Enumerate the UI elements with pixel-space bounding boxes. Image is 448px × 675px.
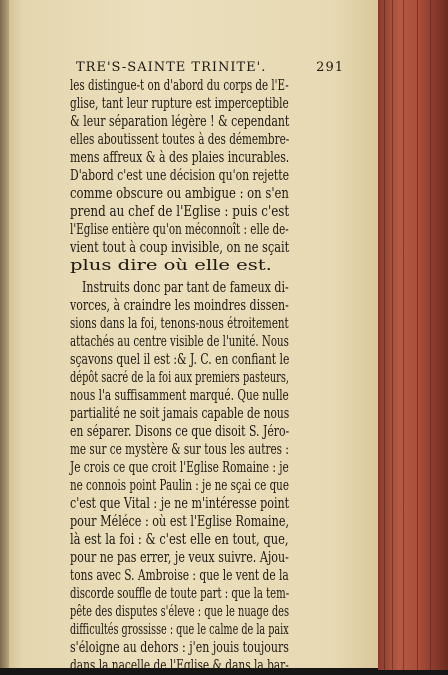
text-line: nous l'a suffisamment marqué. Que nulle bbox=[70, 388, 289, 404]
text-line: pour ne pas errer, je veux suivre. Ajou- bbox=[70, 550, 289, 566]
running-title: TRE'S-SAINTE TRINITE'. bbox=[76, 60, 267, 75]
text-line: D'abord c'est une décision qu'on rejette bbox=[70, 168, 290, 184]
page-number: 291 bbox=[316, 60, 344, 75]
text-line: en séparer. Disons ce que disoit S. Jéro- bbox=[70, 424, 290, 440]
text-line: me sur ce mystère & sur tous les autres : bbox=[70, 442, 289, 458]
text-line: c'est que Vital : je ne m'intéresse point bbox=[70, 496, 290, 512]
text-line: tons avec S. Ambroise : que le vent de la bbox=[70, 568, 289, 584]
text-line: ne connois point Paulin : je ne sçai ce que bbox=[70, 478, 289, 494]
text-line: discorde souffle de toute part : que la tem- bbox=[70, 586, 290, 602]
text-line: pête des disputes s'éleve : que le nuage des bbox=[70, 604, 290, 620]
text-line: dépôt sacré de la foi aux premiers pasteurs, bbox=[70, 370, 289, 386]
text-line: Je crois ce que croit l'Eglise Romaine : je bbox=[70, 460, 289, 476]
text-line: l'Eglise entière qu'on méconnoît : elle de- bbox=[70, 222, 289, 238]
text-line: difficultés grossisse : que le calme de la paix bbox=[70, 622, 289, 638]
book-fore-edge bbox=[378, 0, 448, 670]
text-line: attachés au centre visible de l'unité. Nous bbox=[70, 334, 289, 350]
text-line: sions dans la foi, tenons-nous étroitement bbox=[70, 316, 289, 332]
text-line: les distingue-t on d'abord du corps de l'E- bbox=[70, 78, 289, 94]
text-line: pour Méléce : où est l'Eglise Romaine, bbox=[70, 514, 290, 530]
text-line: mens affreux & à des plaies incurables. bbox=[70, 150, 290, 166]
text-line: vorces, à craindre les moindres dissen- bbox=[70, 298, 289, 314]
text-line: elles aboutissent toutes à des démembre- bbox=[70, 132, 290, 148]
paragraph-first-line: Instruits donc par tant de fameux di- bbox=[82, 280, 289, 296]
text-line: dans la nacelle de l'Eglise & dans la bar- bbox=[70, 658, 289, 674]
text-line: & leur séparation légère ! & cependant bbox=[70, 114, 290, 130]
running-header bbox=[76, 60, 344, 78]
text-line: sçavons quel il est :& J. C. en confiant le bbox=[70, 352, 290, 368]
text-line: s'éloigne au dehors : j'en jouis toujours bbox=[70, 640, 289, 656]
page-gutter bbox=[0, 0, 9, 668]
text-line: glise, tant leur rupture est imperceptible bbox=[70, 96, 289, 112]
text-line: partialité ne soit jamais capable de nous bbox=[70, 406, 290, 422]
text-line: vient tout à coup invisible, on ne sçait bbox=[70, 240, 290, 256]
text-line: plus dire où elle est. bbox=[70, 258, 272, 274]
text-line: prend au chef de l'Eglise : puis c'est bbox=[70, 204, 290, 220]
text-line: comme obscure ou ambigue : on s'en bbox=[70, 186, 289, 202]
text-line: là est la foi : & c'est elle en tout, que, bbox=[70, 532, 289, 548]
